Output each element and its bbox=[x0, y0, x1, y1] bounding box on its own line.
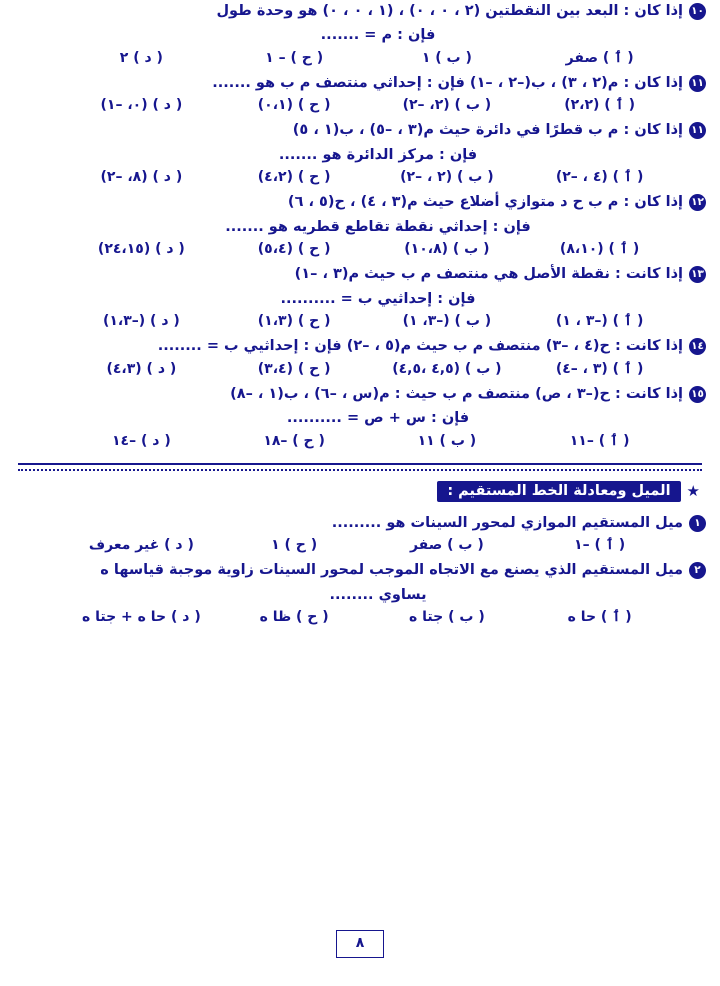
question-block bbox=[0, 72, 720, 113]
choice-option[interactable]: ( ح ) ١ bbox=[271, 537, 318, 554]
page-number: ٨ bbox=[336, 930, 384, 958]
question-line bbox=[10, 0, 706, 22]
choice-option[interactable]: ( د ) (–١،٣) bbox=[102, 313, 180, 330]
choice-option[interactable]: ( د ) –١٤ bbox=[112, 432, 171, 449]
choice-row bbox=[10, 169, 706, 185]
choice-option[interactable]: ( د ) حا ه + جتا ه bbox=[81, 609, 201, 626]
choice-option[interactable]: ( د ) (٠، –١) bbox=[100, 97, 183, 114]
choice-option[interactable]: ( ح ) ظا ه bbox=[259, 609, 329, 626]
choice-option[interactable]: ( ٲ ) –١١ bbox=[569, 432, 630, 449]
question-number: ١٠ bbox=[689, 3, 706, 20]
section-divider bbox=[18, 463, 702, 471]
choice-option[interactable]: ( د ) (٨، –٢) bbox=[100, 169, 183, 186]
question-continuation: يساوي ........ bbox=[329, 586, 427, 603]
choice-option[interactable]: ( ب ) (٤,٥ ،٤,٥) bbox=[392, 360, 502, 377]
question-block bbox=[0, 0, 720, 66]
question-line bbox=[10, 335, 706, 357]
question-text: إذا كانت : نقطة الأصل هي منتصف م ب حيث م(٣ ، –١) bbox=[294, 266, 683, 283]
question-continuation: فإن : م = ....... bbox=[320, 27, 436, 44]
question-block bbox=[0, 335, 720, 376]
question-line bbox=[10, 119, 706, 141]
choice-option[interactable]: ( ح ) (١،٣) bbox=[257, 313, 331, 330]
choice-option[interactable]: ( ب ) (١٠،٨) bbox=[404, 241, 490, 258]
question-text: إذا كان : م(٢ ، ٣) ، ب(–٢ ، –١) فإن : إحداثي منتصف م ب هو ....... bbox=[212, 74, 683, 91]
question-number: ١٤ bbox=[689, 338, 706, 355]
question-line bbox=[10, 263, 706, 285]
choice-row bbox=[10, 313, 706, 329]
choice-option[interactable]: ( د ) (٢٤،١٥) bbox=[97, 241, 185, 258]
question-text: إذا كان : م ب قطرًا في دائرة حيث م(٣ ، –٥) ، ب(١ ، ٥) bbox=[292, 122, 683, 139]
choice-option[interactable]: ( ب ) (–٣، ١) bbox=[402, 313, 492, 330]
choice-option[interactable]: ( ب ) (٢، –٢) bbox=[402, 97, 492, 114]
choice-option[interactable]: ( ب ) ١ bbox=[421, 49, 472, 66]
question-line bbox=[10, 383, 706, 405]
choice-row bbox=[10, 609, 706, 625]
question-text: إذا كان : م ب ح د متوازي أضلاع حيث م(٣ ، ٤) ، ح(٥ ، ٦) bbox=[287, 194, 683, 211]
question-continuation: فإن : س + ص = .......... bbox=[286, 410, 470, 427]
choice-option[interactable]: ( ٲ ) (٢،٢) bbox=[564, 97, 636, 114]
choice-row bbox=[10, 50, 706, 66]
choice-option[interactable]: ( ح ) (٥،٤) bbox=[257, 241, 331, 258]
question-block bbox=[0, 383, 720, 449]
choice-option[interactable]: ( ب ) جتا ه bbox=[409, 609, 485, 626]
choice-option[interactable]: ( د ) (٤،٣) bbox=[106, 360, 177, 377]
choice-option[interactable]: ( ٲ ) (–٣ ، ١) bbox=[555, 313, 644, 330]
choice-option[interactable]: ( ح ) – ١ bbox=[265, 49, 324, 66]
question-number: ١٥ bbox=[689, 386, 706, 403]
question-number: ١١ bbox=[689, 75, 706, 92]
question-continuation: فإن : إحداثي نقطة تقاطع قطريه هو ....... bbox=[225, 218, 531, 235]
question-block bbox=[0, 559, 720, 625]
question-continuation: فإن : إحداثيي ب = .......... bbox=[280, 290, 476, 307]
choice-row bbox=[10, 361, 706, 377]
question-line bbox=[10, 512, 706, 534]
choice-option[interactable]: ( ح ) –١٨ bbox=[263, 432, 325, 449]
question-number: ١١ bbox=[689, 122, 706, 139]
question-text: ميل المستقيم الذي يصنع مع الاتجاه الموجب لمحور السينات زاوية موجبة قياسها ه bbox=[100, 562, 683, 579]
choice-row bbox=[10, 97, 706, 113]
choice-option[interactable]: ( د ) غير معرف bbox=[88, 537, 194, 554]
choice-option[interactable]: ( ٲ ) (٤ ، –٢) bbox=[555, 169, 644, 186]
question-number: ١ bbox=[689, 515, 706, 532]
choice-row bbox=[10, 537, 706, 553]
divider-solid-line bbox=[18, 463, 702, 465]
question-line bbox=[10, 559, 706, 581]
choice-option[interactable]: ( ٲ ) (٨،١٠) bbox=[559, 241, 640, 258]
choice-option[interactable]: ( ٲ ) –١ bbox=[574, 537, 626, 554]
question-text: إذا كان : البعد بين النقطتين (٢ ، ٠ ، ٠) ، (١ ، ٠ ، ٠) هو وحدة طول bbox=[216, 3, 683, 19]
choice-option[interactable]: ( ح ) (٠،١) bbox=[257, 97, 331, 114]
question-block bbox=[0, 119, 720, 185]
question-text: إذا كانت : ح(٤ ، –٣) منتصف م ب حيث م(٥ ، –٢) فإن : إحداثيي ب = ........ bbox=[157, 338, 683, 355]
choice-option[interactable]: ( ح ) (٣،٤) bbox=[257, 360, 331, 377]
question-block bbox=[0, 512, 720, 553]
choice-option[interactable]: ( د ) ٢ bbox=[119, 49, 163, 66]
choice-row bbox=[10, 241, 706, 257]
question-continuation: فإن : مركز الدائرة هو ....... bbox=[278, 146, 478, 163]
question-block bbox=[0, 191, 720, 257]
question-text: ميل المستقيم الموازي لمحور السينات هو ......... bbox=[331, 514, 683, 531]
choice-option[interactable]: ( ح ) (٤،٢) bbox=[257, 169, 331, 186]
choice-option[interactable]: ( ب ) ١١ bbox=[417, 432, 477, 449]
section-header bbox=[0, 481, 720, 502]
choice-row bbox=[10, 433, 706, 449]
question-number: ١٢ bbox=[689, 194, 706, 211]
star-icon: ★ bbox=[686, 482, 700, 501]
divider-dotted-line bbox=[18, 469, 702, 471]
choice-option[interactable]: ( ب ) (٢ ، –٢) bbox=[400, 169, 494, 186]
choice-option[interactable]: ( ٲ ) صفر bbox=[565, 49, 634, 66]
question-line bbox=[10, 191, 706, 213]
choice-option[interactable]: ( ب ) صفر bbox=[409, 537, 484, 554]
question-number: ١٣ bbox=[689, 266, 706, 283]
question-number: ٢ bbox=[689, 562, 706, 579]
question-text: إذا كانت : ح(–٣ ، ص) منتصف م ب حيث : م(س ، –٦) ، ب(١ ، –٨) bbox=[230, 385, 683, 402]
choice-option[interactable]: ( ٲ ) حا ه bbox=[567, 609, 632, 626]
section-title: الميل ومعادلة الخط المستقيم : bbox=[437, 481, 680, 502]
choice-option[interactable]: ( ٲ ) (٣ ، –٤) bbox=[555, 360, 644, 377]
question-line bbox=[10, 72, 706, 94]
question-block bbox=[0, 263, 720, 329]
